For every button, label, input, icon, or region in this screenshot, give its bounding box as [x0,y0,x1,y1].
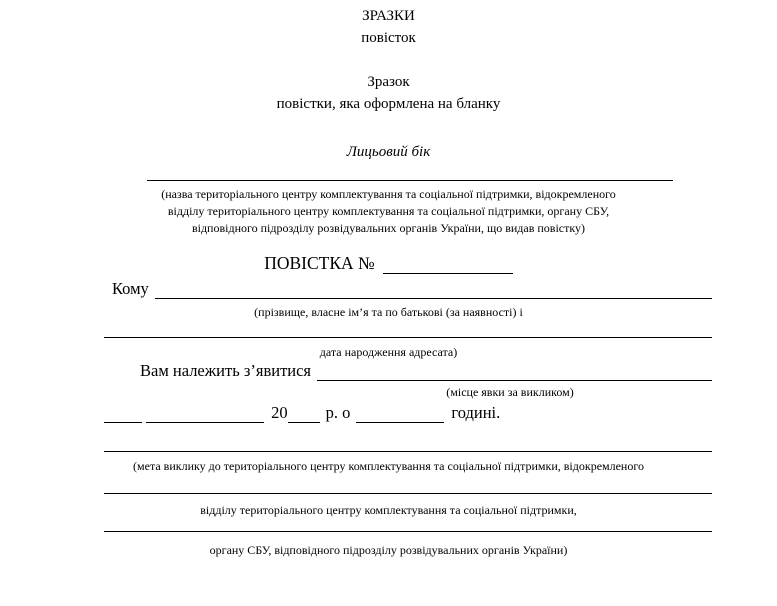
year-blank [288,404,320,423]
purpose-caption-line3: органу СБУ, відповідного підрозділу розвідувальних органів України) [209,543,568,557]
place-caption: (місце явки за викликом) [446,385,574,399]
addressee-blank [155,280,712,299]
addressee-blank-line2 [104,337,712,338]
date-time-row [104,403,500,423]
purpose-blank-line3 [104,531,712,532]
issuer-caption-line3: відповідного підрозділу розвідувальних органів України, що видав повістку) [191,221,586,235]
side-label: Лицьовий бік [346,144,431,160]
document-heading-line1: ЗРАЗКИ [362,8,415,24]
purpose-blank-line2 [104,493,712,494]
summons-number-blank [383,253,513,274]
issuer-blank-line [147,180,673,181]
year-prefix: 20 [271,403,288,422]
addressee-label: Кому [112,279,149,298]
addressee-caption-bottom: дата народження адресата) [319,345,458,359]
day-blank [104,404,142,423]
sample-title-line2: повістки, яка оформлена на бланку [276,96,501,112]
month-blank [146,404,264,423]
purpose-caption-line2: відділу територіального центру комплектування та соціальної підтримки, [200,503,577,517]
issuer-caption-line2: відділу територіального центру комплектування та соціальної підтримки, органу СБУ, [167,204,610,218]
year-suffix: р. о [325,403,351,422]
addressee-caption-top: (прізвище, власне ім’я та по батькові (за наявності) і [254,305,523,319]
appear-label: Вам належить з’явитися [140,361,312,380]
addressee-row [112,279,712,299]
document-heading-line2: повісток [361,30,416,46]
appear-row [140,361,712,381]
place-blank [317,362,712,381]
summons-number-row [0,252,777,274]
summons-number-label: ПОВІСТКА № [264,253,375,273]
purpose-blank-line1 [104,451,712,452]
hour-blank [356,404,444,423]
purpose-caption-line1: (мета виклику до територіального центру комплектування та соціальної підтримки, відокремленого [133,459,644,473]
sample-title-line1: Зразок [367,74,410,90]
issuer-caption-line1: (назва територіального центру комплектування та соціальної підтримки, відокремленого [161,187,616,201]
hour-suffix: годині. [451,403,501,422]
